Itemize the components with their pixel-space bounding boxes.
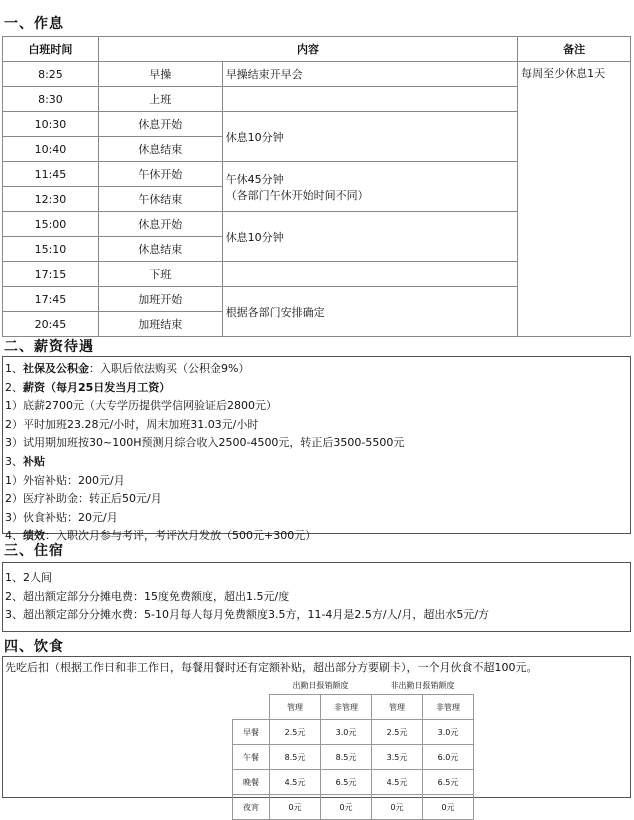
col-header: 管理: [372, 695, 423, 720]
food-intro: 先吃后扣（根据工作日和非工作日，每餐用餐时还有定额补贴，超出部分方要刷卡），一个月伙食不超100元。: [5, 661, 538, 674]
header-content: 内容: [98, 37, 517, 62]
allowance-cell: 8.5元: [321, 745, 372, 770]
col-header: 管理: [270, 695, 321, 720]
meal-label: 午餐: [233, 745, 270, 770]
event-cell: 休息开始: [98, 212, 222, 237]
desc-cell: 根据各部门安排确定: [222, 287, 517, 337]
time-cell: 8:25: [3, 62, 99, 87]
allowance-cell: 0元: [321, 795, 372, 820]
allowance-cell: 6.5元: [321, 770, 372, 795]
bold-term: 补贴: [23, 454, 45, 468]
salary-line-4: 2）平时加班23.28元/小时，周末加班31.03元/小时: [5, 417, 259, 431]
allowance-cell: 6.5元: [423, 770, 474, 795]
section-title-salary: 二、薪资待遇: [4, 339, 94, 355]
allowance-cell: 3.0元: [423, 720, 474, 745]
event-cell: 加班开始: [98, 287, 222, 312]
event-cell: 下班: [98, 262, 222, 287]
salary-box: [2, 356, 631, 543]
time-cell: 20:45: [3, 312, 99, 337]
allowance-cell: 0元: [270, 795, 321, 820]
bold-term: 社保及公积金: [23, 362, 89, 375]
event-cell: 上班: [98, 87, 222, 112]
num: 4、: [5, 529, 23, 543]
desc-cell-empty: [222, 87, 517, 112]
desc-lunch-line1: 午休45分钟: [225, 172, 284, 186]
time-cell: 17:45: [3, 287, 99, 312]
event-cell: 休息开始: [98, 112, 222, 137]
allowance-cell: 3.0元: [321, 720, 372, 745]
num: 2、: [5, 380, 23, 394]
bold-term: 薪资（每月25日发当月工资）: [23, 380, 171, 394]
corner-empty: [233, 676, 270, 695]
note-cell: 每周至少休息1天: [518, 62, 631, 337]
text: ：入职次月参与考评，考评次月发放（500元+300元）: [45, 529, 317, 543]
salary-line-3: 1）底薪2700元（大专学历提供学信网验证后2800元）: [5, 399, 277, 413]
allowance-cell: 0元: [372, 795, 423, 820]
corner-empty: [233, 695, 270, 720]
event-cell: 休息结束: [98, 137, 222, 162]
time-cell: 10:30: [3, 112, 99, 137]
allowance-cell: 0元: [423, 795, 474, 820]
housing-line-1: 1、2人间: [5, 571, 52, 584]
time-cell: 12:30: [3, 187, 99, 212]
header-note: 备注: [518, 37, 631, 62]
meal-label: 夜宵: [233, 795, 270, 820]
time-cell: 10:40: [3, 137, 99, 162]
meal-label: 早餐: [233, 720, 270, 745]
allowance-cell: 8.5元: [270, 745, 321, 770]
text: ：入职后依法购买（公积金9%）: [89, 362, 250, 375]
salary-line-5: 3）试用期加班按30~100H预测月综合收入2500-4500元，转正后3500-5500元: [5, 436, 405, 450]
section-title-food: 四、饮食: [4, 639, 64, 655]
header-time: 白班时间: [3, 37, 99, 62]
desc-cell: 休息10分钟: [222, 112, 517, 162]
event-cell: 早操: [98, 62, 222, 87]
num: 1、: [5, 362, 23, 375]
salary-line-9: 3）伙食补贴：20元/月: [5, 510, 118, 524]
desc-cell: 休息10分钟: [222, 212, 517, 262]
salary-line-2: [3, 379, 630, 398]
desc-cell-lunch: [222, 162, 517, 212]
time-cell: 8:30: [3, 87, 99, 112]
allowance-cell: 4.5元: [270, 770, 321, 795]
time-cell: 15:10: [3, 237, 99, 262]
schedule-table: [2, 36, 631, 337]
allowance-cell: 6.0元: [423, 745, 474, 770]
event-cell: 午休开始: [98, 162, 222, 187]
col-header: 非管理: [423, 695, 474, 720]
time-cell: 15:00: [3, 212, 99, 237]
desc-cell-empty: [222, 262, 517, 287]
event-cell: 午休结束: [98, 187, 222, 212]
salary-line-6: [3, 453, 630, 472]
section-title-schedule: 一、作息: [4, 16, 64, 32]
section-title-housing: 三、住宿: [4, 543, 64, 559]
group-header-nonworkday: 非出勤日报销额度: [390, 680, 455, 690]
allowance-cell: 2.5元: [372, 720, 423, 745]
salary-line-8: 2）医疗补助金：转正后50元/月: [5, 492, 162, 506]
food-allowance-table: [232, 676, 474, 820]
housing-line-2: 2、超出额定部分分摊电费：15度免费额度，超出1.5元/度: [5, 589, 290, 603]
housing-box: [2, 562, 631, 632]
time-cell: 17:15: [3, 262, 99, 287]
salary-line-1: [3, 360, 630, 379]
num: 3、: [5, 454, 23, 468]
allowance-cell: 4.5元: [372, 770, 423, 795]
salary-line-7: 1）外宿补贴：200元/月: [5, 473, 125, 487]
event-cell: 加班结束: [98, 312, 222, 337]
desc-lunch-line2: （各部门午休开始时间不同）: [225, 188, 369, 202]
time-cell: 11:45: [3, 162, 99, 187]
desc-cell: 早操结束开早会: [222, 62, 517, 87]
col-header: 非管理: [321, 695, 372, 720]
housing-line-3: 3、超出额定部分分摊水费：5-10月每人每月免费额度3.5方，11-4月是2.5方/人/月，超出水5元/方: [5, 608, 490, 622]
event-cell: 休息结束: [98, 237, 222, 262]
allowance-cell: 3.5元: [372, 745, 423, 770]
bold-term: 绩效: [23, 529, 45, 543]
meal-label: 晚餐: [233, 770, 270, 795]
salary-line-10: [3, 527, 630, 546]
group-header-workday: 出勤日报销额度: [292, 680, 349, 690]
allowance-cell: 2.5元: [270, 720, 321, 745]
